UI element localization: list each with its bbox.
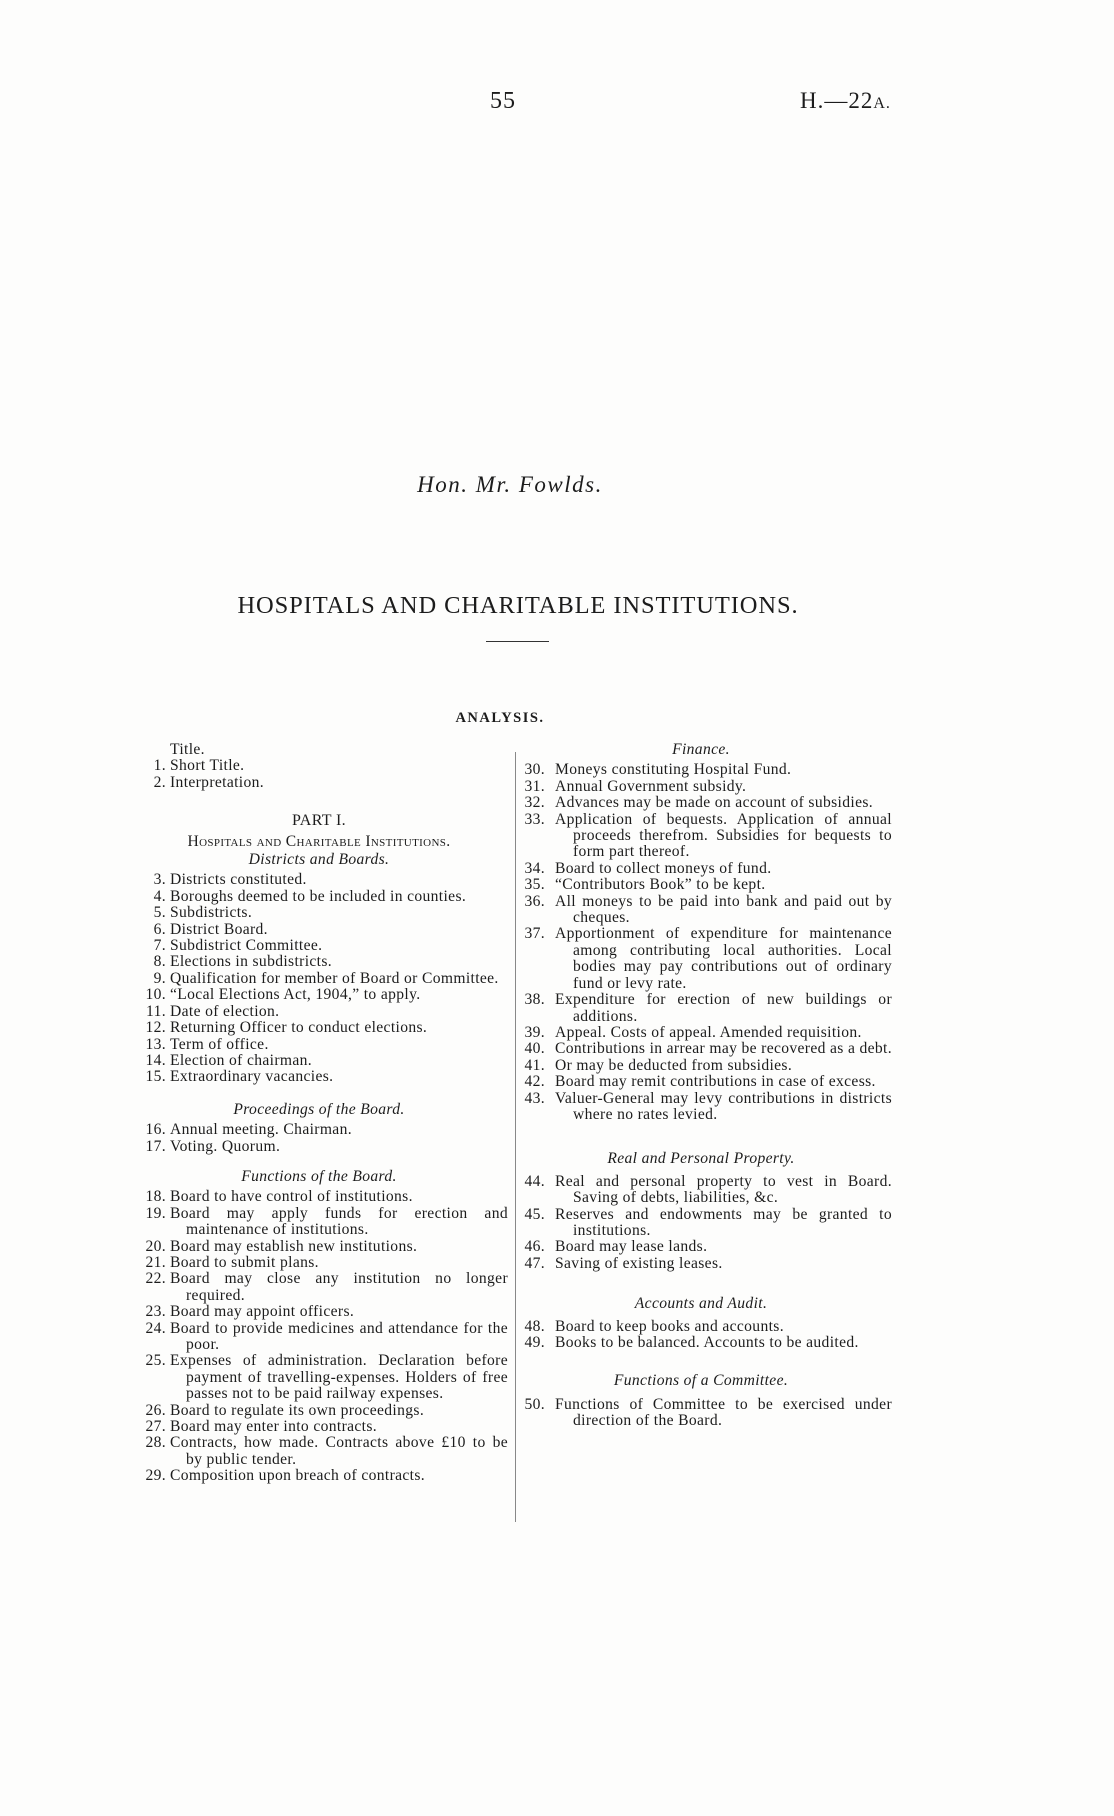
clause-number: 47.: [524, 1254, 545, 1272]
clause-item: [130, 1004, 508, 1020]
clause-text: All moneys to be paid into bank and paid out by cheques.: [555, 892, 892, 927]
clause-number: 29.: [145, 1467, 166, 1485]
clause-item: [130, 775, 508, 791]
clause-item: [130, 1206, 508, 1239]
section-heading-proceedings: Proceedings of the Board.: [233, 1100, 405, 1118]
clause-text: Valuer-General may levy contributions in districts where no rates levied.: [555, 1089, 892, 1123]
clause-item: [130, 1069, 508, 1085]
section-heading-committee: Functions of a Committee.: [613, 1372, 789, 1390]
clause-text: Application of bequests. Application of annual proceeds therefrom. Subsidies for bequests to form part thereof.: [555, 810, 892, 861]
clause-text: District Board.: [170, 920, 268, 938]
clause-text: Voting. Quorum.: [170, 1137, 281, 1155]
clause-number: 39.: [524, 1023, 545, 1041]
analysis-heading: ANALYSIS.: [455, 710, 545, 726]
clause-item: [510, 1058, 892, 1074]
clause-text: Qualification for member of Board or Committee.: [170, 969, 499, 987]
clause-item: [130, 954, 508, 970]
clause-number: 49.: [524, 1334, 545, 1351]
clause-item: [130, 987, 508, 1003]
part-title: Hospitals and Charitable Institutions.: [187, 832, 451, 850]
clause-text: Districts constituted.: [170, 871, 307, 889]
clause-item: [130, 971, 508, 987]
clause-number: 7.: [153, 937, 166, 955]
clause-list: [510, 1397, 892, 1430]
clause-text: Subdistrict Committee.: [170, 937, 323, 955]
clause-number: 5.: [153, 904, 166, 922]
clause-number: 33.: [524, 810, 545, 828]
clause-item: [510, 1207, 892, 1240]
clause-list: [130, 1189, 508, 1484]
clause-number: 13.: [145, 1035, 166, 1053]
clause-number: 42.: [524, 1073, 545, 1091]
clause-number: 44.: [524, 1172, 545, 1190]
clause-number: 26.: [145, 1401, 166, 1419]
clause-item: [510, 926, 892, 992]
clause-number: 6.: [153, 920, 166, 938]
clause-number: 27.: [145, 1418, 166, 1436]
title-entry: Title.: [170, 741, 205, 758]
clause-text: Appeal. Costs of appeal. Amended requisition.: [555, 1023, 862, 1041]
clause-item: [130, 1435, 508, 1468]
clause-list: [130, 1122, 508, 1155]
clause-text: Election of chairman.: [170, 1051, 313, 1069]
right-column: [510, 742, 892, 1430]
clause-number: 32.: [524, 794, 545, 812]
clause-number: 50.: [524, 1395, 545, 1413]
clause-text: Board to submit plans.: [170, 1253, 319, 1271]
clause-number: 20.: [145, 1237, 166, 1255]
clause-text: “Local Elections Act, 1904,” to apply.: [170, 986, 421, 1004]
clause-item: [510, 1319, 892, 1335]
page-number: 55: [490, 88, 516, 114]
clause-number: 31.: [524, 777, 545, 795]
clause-text: Expenses of administration. Declaration before payment of travelling-expenses. Holders of free passes not to be paid railway expenses.: [170, 1352, 508, 1403]
clause-text: Reserves and endowments may be granted to institutions.: [555, 1205, 892, 1239]
clause-text: Board to keep books and accounts.: [555, 1317, 784, 1335]
clause-item: [510, 894, 892, 927]
clause-number: 40.: [524, 1040, 545, 1058]
section-heading-property: Real and Personal Property.: [607, 1150, 795, 1168]
clause-text: Functions of Committee to be exercised under direction of the Board.: [555, 1395, 892, 1430]
clause-item: [130, 1239, 508, 1255]
clause-list: [510, 1174, 892, 1272]
left-column: [130, 742, 508, 1485]
clause-text: Apportionment of expenditure for maintenance among contributing local authorities. Local bodies may pay contributions out of ordinary fund or levy rate.: [555, 925, 892, 992]
clause-number: 18.: [145, 1188, 166, 1206]
clause-number: 23.: [145, 1303, 166, 1321]
clause-text: Saving of existing leases.: [555, 1254, 723, 1272]
clause-text: “Contributors Book” to be kept.: [555, 876, 766, 894]
clause-number: 46.: [524, 1238, 545, 1256]
clause-item: [130, 938, 508, 954]
clause-text: Contracts, how made. Contracts above £10 to be by public tender.: [170, 1434, 508, 1468]
section-heading-districts: Districts and Boards.: [248, 851, 390, 869]
clause-number: 34.: [524, 859, 545, 877]
clause-text: Board may appoint officers.: [170, 1303, 355, 1321]
clause-text: Board may close any institution no longer required.: [170, 1270, 508, 1304]
clause-item: [130, 1189, 508, 1205]
clause-number: 36.: [524, 892, 545, 910]
clause-item: [130, 1053, 508, 1069]
clause-text: Board may lease lands.: [555, 1238, 708, 1256]
clause-number: 17.: [145, 1137, 166, 1155]
clause-item: [130, 889, 508, 905]
clause-text: Board may remit contributions in case of excess.: [555, 1073, 876, 1091]
clause-text: Interpretation.: [170, 773, 265, 791]
clause-item: [130, 1403, 508, 1419]
clause-list: [130, 758, 508, 791]
section-heading-functions: Functions of the Board.: [241, 1167, 397, 1185]
clause-number: 15.: [145, 1068, 166, 1086]
clause-item: [510, 779, 892, 795]
title-rule: [486, 641, 549, 642]
clause-item: [130, 1468, 508, 1484]
clause-text: Term of office.: [170, 1035, 269, 1053]
clause-number: 38.: [524, 991, 545, 1009]
clause-number: 11.: [146, 1002, 166, 1020]
clause-item: [510, 1074, 892, 1090]
document-reference: [800, 88, 891, 114]
clause-list: [510, 1319, 892, 1352]
clause-text: Subdistricts.: [170, 904, 253, 922]
clause-number: 1.: [153, 757, 166, 775]
clause-text: Elections in subdistricts.: [170, 953, 332, 971]
section-heading-finance: Finance.: [672, 741, 730, 758]
clause-item: [510, 861, 892, 877]
clause-number: 37.: [524, 925, 545, 943]
clause-text: Board may apply funds for erection and maintenance of institutions.: [170, 1204, 508, 1239]
clause-text: Advances may be made on account of subsidies.: [555, 794, 874, 812]
clause-text: Composition upon breach of contracts.: [170, 1467, 426, 1485]
clause-number: 21.: [145, 1253, 166, 1271]
clause-text: Board may establish new institutions.: [170, 1237, 418, 1255]
clause-item: [510, 762, 892, 778]
clause-item: [130, 922, 508, 938]
clause-number: 2.: [153, 773, 166, 791]
clause-list: [130, 872, 508, 1085]
section-heading-accounts: Accounts and Audit.: [634, 1295, 768, 1313]
clause-item: [130, 758, 508, 774]
clause-text: Books to be balanced. Accounts to be audited.: [555, 1334, 859, 1351]
clause-item: [130, 1255, 508, 1271]
clause-item: [130, 1321, 508, 1354]
clause-text: Returning Officer to conduct elections.: [170, 1019, 428, 1037]
clause-item: [510, 1174, 892, 1207]
clause-list: [510, 762, 892, 1123]
clause-item: [130, 905, 508, 921]
clause-number: 25.: [145, 1352, 166, 1370]
clause-number: 9.: [153, 969, 166, 987]
clause-text: Extraordinary vacancies.: [170, 1068, 334, 1086]
clause-item: [510, 1256, 892, 1272]
clause-number: 48.: [524, 1317, 545, 1335]
clause-number: 8.: [153, 953, 166, 971]
clause-item: [130, 1139, 508, 1155]
clause-text: Board to collect moneys of fund.: [555, 859, 772, 877]
clause-item: [130, 1122, 508, 1138]
clause-text: Boroughs deemed to be included in counties.: [170, 887, 467, 905]
clause-item: [510, 812, 892, 861]
clause-number: 43.: [524, 1089, 545, 1107]
clause-number: 45.: [524, 1205, 545, 1223]
clause-item: [130, 1271, 508, 1304]
clause-item: [510, 1397, 892, 1430]
clause-number: 30.: [524, 761, 545, 779]
member-name: Hon. Mr. Fowlds.: [417, 472, 603, 497]
document-reference-main: H.—22: [800, 88, 874, 113]
clause-item: [510, 795, 892, 811]
clause-item: [130, 1020, 508, 1036]
clause-number: 22.: [145, 1270, 166, 1288]
clause-item: [130, 1419, 508, 1435]
clause-text: Board may enter into contracts.: [170, 1418, 378, 1436]
clause-item: [130, 1304, 508, 1320]
clause-number: 16.: [145, 1121, 166, 1139]
clause-item: [510, 1335, 892, 1351]
bill-title: HOSPITALS AND CHARITABLE INSTITUTIONS.: [237, 592, 799, 619]
clause-text: Board to have control of institutions.: [170, 1188, 413, 1206]
clause-item: [130, 1353, 508, 1402]
clause-text: Short Title.: [170, 757, 245, 775]
part-heading: PART I.: [292, 812, 346, 830]
clause-item: [510, 1025, 892, 1041]
clause-number: 3.: [153, 871, 166, 889]
clause-text: Annual Government subsidy.: [555, 777, 747, 795]
clause-text: Moneys constituting Hospital Fund.: [555, 761, 792, 779]
clause-item: [510, 1239, 892, 1255]
clause-text: Contributions in arrear may be recovered as a debt.: [555, 1040, 892, 1058]
clause-number: 24.: [145, 1319, 166, 1337]
clause-item: [510, 1041, 892, 1057]
clause-number: 41.: [524, 1056, 545, 1074]
clause-text: Real and personal property to vest in Board. Saving of debts, liabilities, &c.: [555, 1172, 892, 1207]
clause-number: 10.: [145, 986, 166, 1004]
clause-text: Annual meeting. Chairman.: [170, 1121, 352, 1139]
clause-number: 12.: [145, 1019, 166, 1037]
clause-item: [510, 1091, 892, 1124]
clause-text: Or may be deducted from subsidies.: [555, 1056, 793, 1074]
document-reference-suffix: A.: [873, 95, 891, 112]
clause-item: [510, 992, 892, 1025]
clause-number: 4.: [153, 887, 166, 905]
clause-number: 35.: [524, 876, 545, 894]
clause-number: 14.: [145, 1051, 166, 1069]
clause-text: Expenditure for erection of new buildings or additions.: [555, 991, 892, 1025]
clause-item: [510, 877, 892, 893]
clause-item: [130, 872, 508, 888]
clause-text: Board to regulate its own proceedings.: [170, 1401, 425, 1419]
clause-item: [130, 1037, 508, 1053]
clause-text: Date of election.: [170, 1002, 280, 1020]
clause-number: 28.: [145, 1434, 166, 1452]
clause-text: Board to provide medicines and attendance for the poor.: [170, 1319, 508, 1353]
clause-number: 19.: [145, 1204, 166, 1222]
